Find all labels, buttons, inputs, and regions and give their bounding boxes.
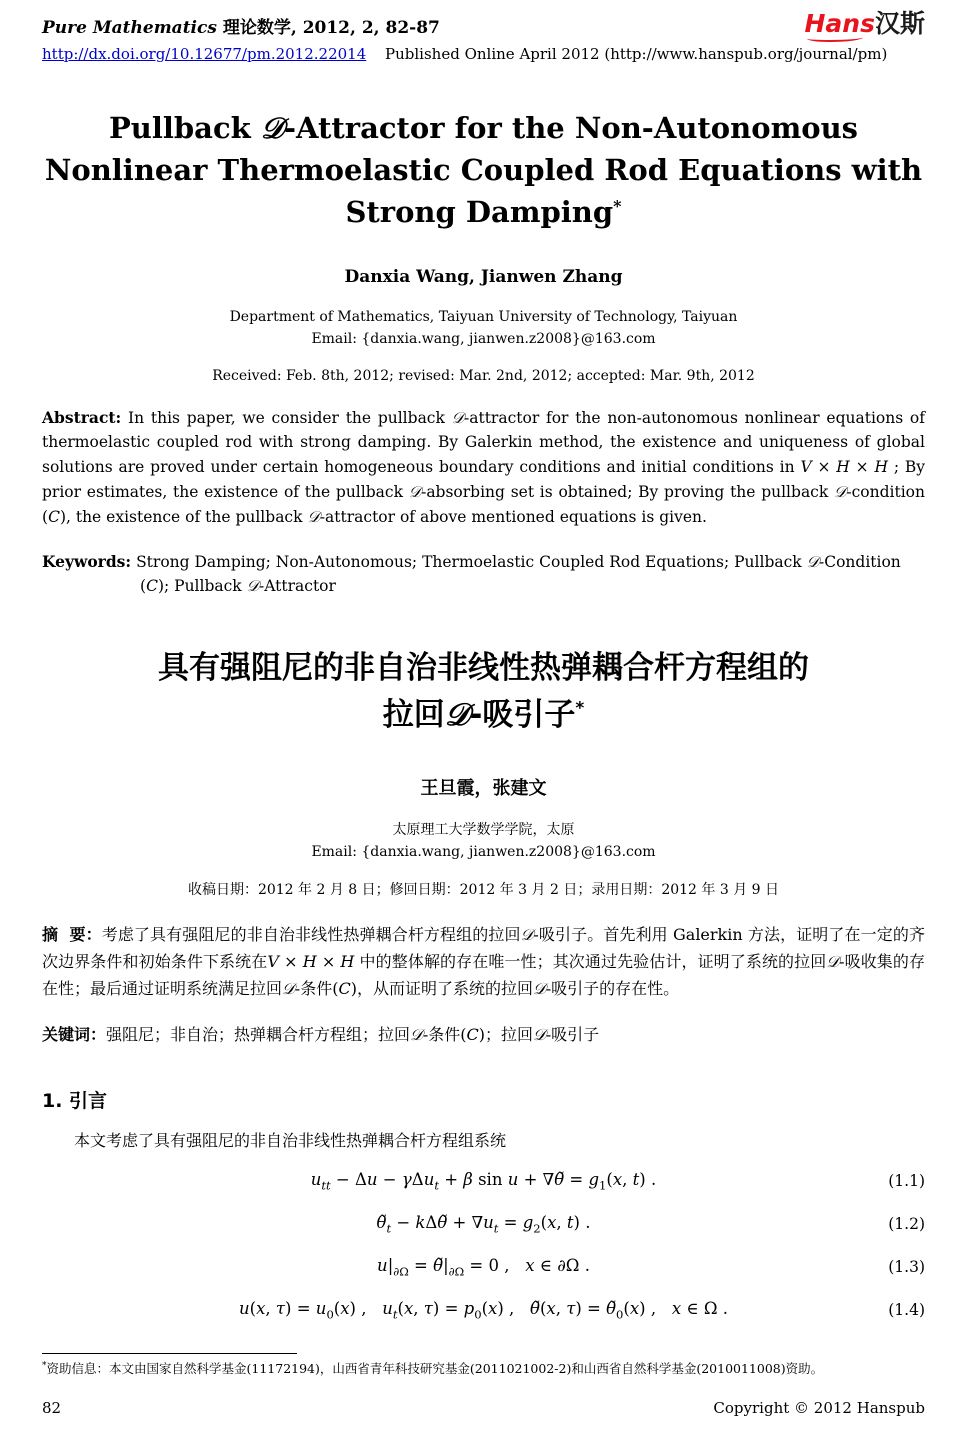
affiliation-en: Department of Mathematics, Taiyuan University of Technology, Taiyuan (229, 309, 738, 326)
authors-en: Danxia Wang, Jianwen Zhang (344, 267, 623, 288)
equation-number-1-2: (1.2) (888, 1214, 925, 1233)
journal-name: Pure Mathematics (42, 18, 217, 38)
page-number: 82 (42, 1398, 62, 1417)
footnote-separator (42, 1353, 297, 1354)
keywords-body-cn: 强阻尼；非自治；热弹耦合杆方程组；拉回𝒟-条件(C)；拉回𝒟-吸引子 (106, 1025, 600, 1045)
affiliation-block-en (42, 307, 925, 350)
section-1-intro: 本文考虑了具有强阻尼的非自治非线性热弹耦合杆方程组系统 (74, 1130, 507, 1150)
abstract-label-cn: 摘 要： (42, 925, 102, 945)
keywords-cn (42, 1022, 925, 1049)
equation-row-4 (42, 1299, 925, 1323)
header-top-row (42, 10, 925, 38)
email-cn: Email: {danxia.wang, jianwen.z2008}@163.com (311, 843, 656, 860)
abstract-body-en: In this paper, we consider the pullback 𝒟-attractor for the non-autonomous nonlinear equations of thermoelastic coupled rod with strong damping. By Galerkin method, the existence and uniqueness of global solutions are proved under certain homogeneous boundary conditions and initial conditions in V × H × H ; By prior estimates, the existence of the pullback 𝒟-absorbing set is obtained; By proving the pullback 𝒟-condition (C), the existence of the pullback 𝒟-attractor of above mentioned equations is given. (42, 408, 926, 526)
keywords-body-en: Strong Damping; Non-Autonomous; Thermoelastic Coupled Rod Equations; Pullback 𝒟-Condition (C); Pullback 𝒟-Attractor (131, 552, 901, 596)
equation-formula-1-1: $u_{tt} - \Delta u - \gamma\Delta u_t + \beta$ sin u + ∇θ̃ = $g_1(x$, t) . (310, 1169, 657, 1193)
paper-title-cn: 具有强阻尼的非自治非线性热弹耦合杆方程组的 拉回𝒟-吸引子* (158, 650, 809, 733)
journal-line (42, 10, 440, 38)
doi-line (42, 45, 925, 63)
equation-number-1-3: (1.3) (888, 1257, 925, 1276)
equation-formula-1-4: u(x, $\tau) = u_0(x)$ , $u_t(x$, $\tau) = p_0(x)$ , θ̃(x, $\tau) = \thetã_0(x)$ , x ∈ Ω . (239, 1298, 728, 1322)
authors-cn: 王旦霞，张建文 (420, 778, 547, 800)
abstract-en (42, 406, 925, 530)
received-dates-en: Received: Feb. 8th, 2012; revised: Mar. 2nd, 2012; accepted: Mar. 9th, 2012 (212, 367, 755, 384)
affiliation-block-cn (42, 820, 925, 863)
journal-issue-info: 理论数学, 2012, 2, 82-87 (216, 18, 440, 38)
copyright-text: Copyright © 2012 Hanspub (713, 1398, 925, 1417)
hanspub-logo-cn: 汉斯 (874, 9, 925, 38)
page-footer (42, 1379, 925, 1417)
funding-footnote: *资助信息：本文由国家自然科学基金(11172194)，山西省青年科技研究基金(2011021002-2)和山西省自然科学基金(2010011008)资助。 (42, 1360, 824, 1377)
equation-number-1-4: (1.4) (888, 1300, 925, 1319)
equation-formula-1-3: $u|_{\partial\Omega}$ = $\thetã|_{\partial\Omega} = 0$ , x ∈ ∂Ω . (377, 1255, 590, 1279)
page-header (42, 10, 925, 63)
logo-swoosh-decoration (807, 34, 863, 42)
keywords-label-cn: 关键词： (42, 1025, 107, 1045)
hanspub-logo (805, 10, 926, 38)
keywords-en (42, 550, 925, 600)
section-1-heading: 1. 引言 (42, 1089, 108, 1112)
equation-row-1 (42, 1170, 925, 1194)
equation-row-2 (42, 1213, 925, 1237)
paper-title-en: Pullback 𝒟-Attractor for the Non-Autonomous Nonlinear Thermoelastic Coupled Rod Equations with Strong Damping* (44, 111, 923, 230)
keywords-label-en: Keywords: (42, 551, 132, 571)
equation-row-3 (42, 1256, 925, 1280)
received-dates-cn: 收稿日期：2012 年 2 月 8 日；修回日期：2012 年 3 月 2 日；录用日期：2012 年 3 月 9 日 (187, 882, 780, 899)
equation-number-1-1: (1.1) (888, 1171, 925, 1190)
email-en: Email: {danxia.wang, jianwen.z2008}@163.com (311, 330, 656, 347)
doi-link[interactable]: http://dx.doi.org/10.12677/pm.2012.22014 (42, 45, 367, 63)
equation-formula-1-2: $\thetã_t$ − kΔθ̃ + $\nabla u_t = g_2(x$, t) . (376, 1212, 591, 1236)
abstract-label-en: Abstract: (42, 407, 122, 427)
abstract-body-cn: 考虑了具有强阻尼的非自治非线性热弹耦合杆方程组的拉回𝒟-吸引子。首先利用 Galerkin 方法，证明了在一定的齐次边界条件和初始条件下系统在V × H × H 中的整体解的存在唯一性；其次通过先验估计，证明了系统的拉回𝒟-吸收集的存在性；最后通过证明系统满足拉回𝒟-条件(C)，从而证明了系统的拉回𝒟-吸引子的存在性。 (42, 925, 925, 999)
affiliation-cn: 太原理工大学数学学院，太原 (392, 822, 575, 839)
published-online-text: Published Online April 2012 (http://www.hanspub.org/journal/pm) (385, 45, 888, 63)
abstract-cn (42, 922, 925, 1003)
hanspub-logo-latin: Hans (804, 9, 875, 38)
